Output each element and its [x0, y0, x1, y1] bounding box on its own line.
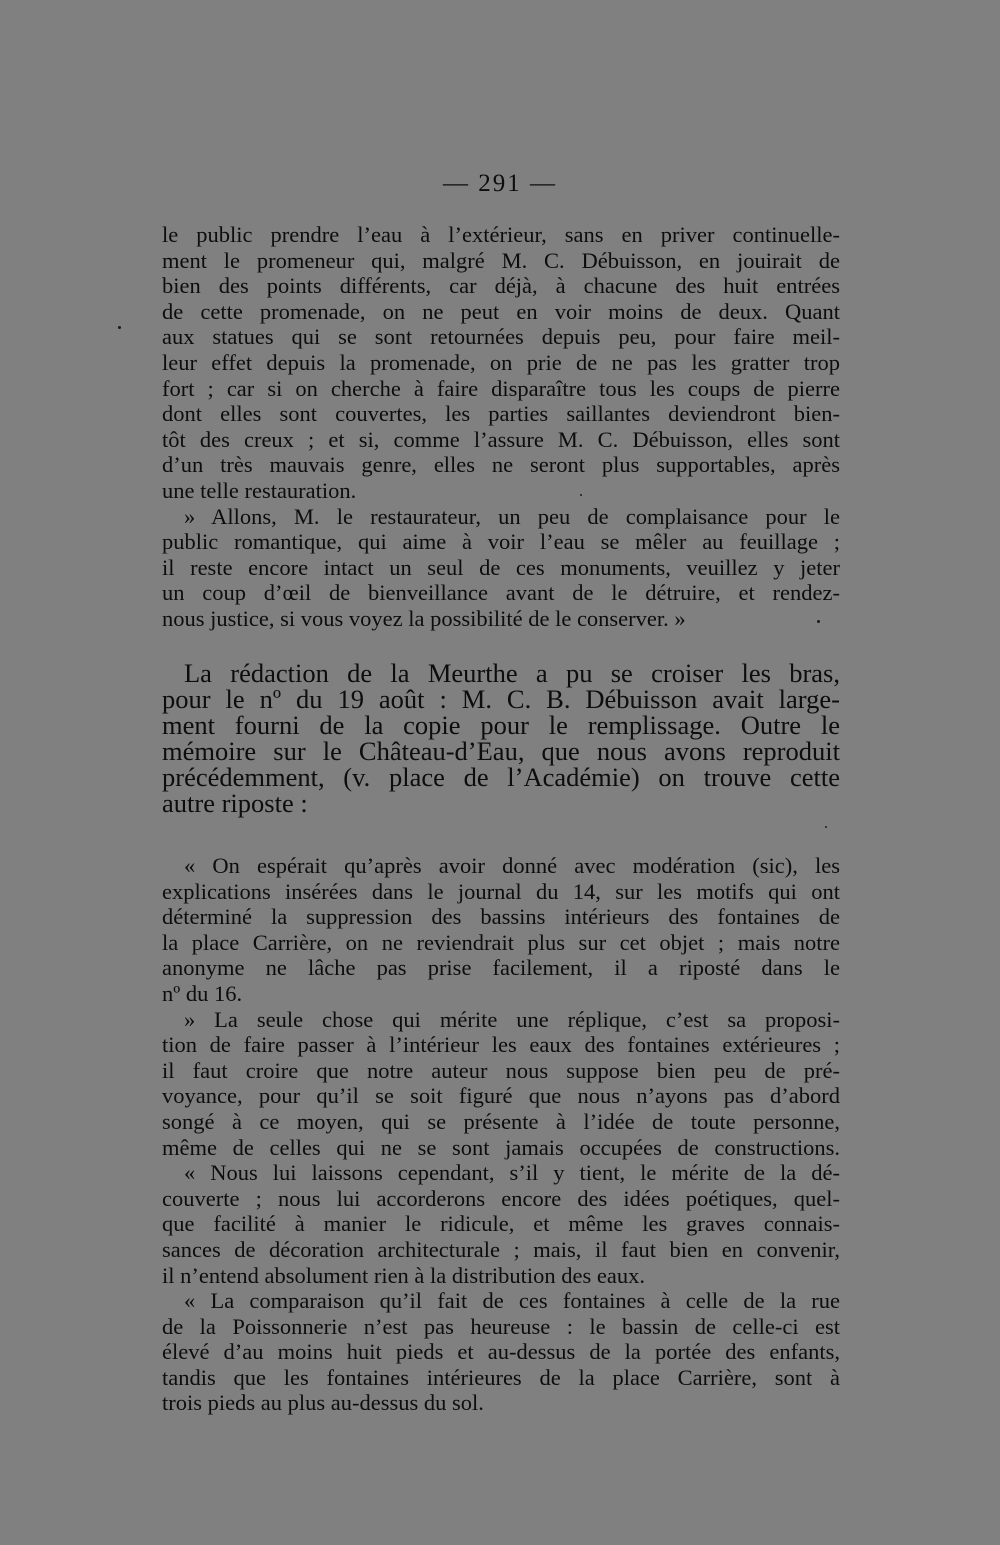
- text-line: élevé d’au moins huit pieds et au-dessus de la portée des enfants,: [162, 1339, 840, 1365]
- print-speck: [817, 620, 820, 623]
- text-line: même de celles qui ne se sont jamais occupées de constructions.: [162, 1134, 840, 1160]
- text-line: nous justice, si vous voyez la possibilité de le conserver. »: [162, 605, 686, 631]
- text-line: fort ; car si on cherche à faire disparaître tous les coups de pierre: [162, 375, 840, 401]
- text-line: la place Carrière, on ne reviendrait plus sur cet objet ; mais notre: [162, 929, 840, 955]
- text-line: tion de faire passer à l’intérieur les eaux des fontaines extérieures ;: [162, 1032, 840, 1058]
- text-line: anonyme ne lâche pas prise facilement, il a riposté dans le: [162, 955, 840, 981]
- text-line: il n’entend absolument rien à la distribution des eaux.: [162, 1262, 646, 1288]
- text-line: tandis que les fontaines intérieures de la place Carrière, sont à: [162, 1364, 840, 1390]
- print-speck: [118, 326, 121, 329]
- text-line: nº du 16.: [162, 980, 243, 1006]
- text-line: sances de décoration architecturale ; mais, il faut bien en convenir,: [162, 1236, 840, 1262]
- text-line: tôt des creux ; et si, comme l’assure M. C. Débuisson, elles sont: [162, 426, 840, 452]
- text-line: couverte ; nous lui accorderons encore des idées poétiques, quel-: [162, 1185, 840, 1211]
- paragraph-quotation: [162, 853, 840, 1416]
- text-line: explications insérées dans le journal du 14, sur les motifs qui ont: [162, 878, 840, 904]
- text-line: pour le nº du 19 août : M. C. B. Débuisson avait large-: [162, 684, 840, 714]
- text-line: le public prendre l’eau à l’extérieur, sans en priver continuelle-: [162, 222, 840, 247]
- text-line: public romantique, qui aime à voir l’eau se mêler au feuillage ;: [162, 529, 840, 555]
- text-line: déterminé la suppression des bassins intérieurs des fontaines de: [162, 904, 840, 930]
- text-line: il faut croire que notre auteur nous suppose bien peu de pré-: [162, 1057, 840, 1083]
- text-line: d’un très mauvais genre, elles ne seront plus supportables, après: [162, 452, 840, 478]
- text-line: mémoire sur le Château-d’Eau, que nous avons reproduit: [162, 736, 840, 766]
- text-line: songé à ce moyen, qui se présente à l’idée de toute personne,: [162, 1108, 840, 1134]
- text-line: une telle restauration.: [162, 477, 357, 503]
- text-line: « On espérait qu’après avoir donné avec modération (sic), les: [184, 853, 840, 878]
- text-line: » La seule chose qui mérite une réplique, c’est sa proposi-: [184, 1006, 840, 1032]
- print-speck: [825, 826, 827, 828]
- text-line: dont elles sont couvertes, les parties saillantes deviendront bien-: [162, 401, 840, 427]
- text-line: de la Poissonnerie n’est pas heureuse : le bassin de celle-ci est: [162, 1313, 840, 1339]
- text-line: un coup d’œil de bienveillance avant de le détruire, et rendez-: [162, 580, 840, 606]
- text-line: aux statues qui se sont retournées depuis peu, pour faire meil-: [162, 324, 840, 350]
- text-line: de cette promenade, on ne peut en voir moins de deux. Quant: [162, 298, 840, 324]
- text-line: précédemment, (v. place de l’Académie) on trouve cette: [162, 762, 840, 792]
- text-line: trois pieds au plus au-dessus du sol.: [162, 1390, 484, 1416]
- text-line: » Allons, M. le restaurateur, un peu de complaisance pour le: [184, 503, 840, 529]
- text-line: autre riposte :: [162, 788, 308, 818]
- text-line: « La comparaison qu’il fait de ces fontaines à celle de la rue: [184, 1288, 840, 1314]
- text-line: bien des points différents, car déjà, à chacune des huit entrées: [162, 273, 840, 299]
- text-line: que facilité à manier le ridicule, et même les graves connais-: [162, 1211, 840, 1237]
- page-number: — 291 —: [443, 170, 557, 197]
- text-line: La rédaction de la Meurthe a pu se croiser les bras,: [184, 658, 840, 688]
- text-line: ment fourni de la copie pour le remplissage. Outre le: [162, 710, 840, 740]
- text-line: « Nous lui laissons cependant, s’il y tient, le mérite de la dé-: [184, 1160, 840, 1186]
- text-line: leur effet depuis la promenade, on prie de ne pas les gratter trop: [162, 349, 840, 375]
- text-line: ment le promeneur qui, malgré M. C. Débuisson, en jouirait de: [162, 247, 840, 273]
- text-line: voyance, pour qu’il se soit figuré que nous n’ayons pas d’abord: [162, 1083, 840, 1109]
- paragraph-narrative: [162, 660, 840, 816]
- text-line: il reste encore intact un seul de ces monuments, veuillez y jeter: [162, 554, 840, 580]
- paragraph-continuation: [162, 222, 840, 632]
- print-speck: [580, 494, 582, 496]
